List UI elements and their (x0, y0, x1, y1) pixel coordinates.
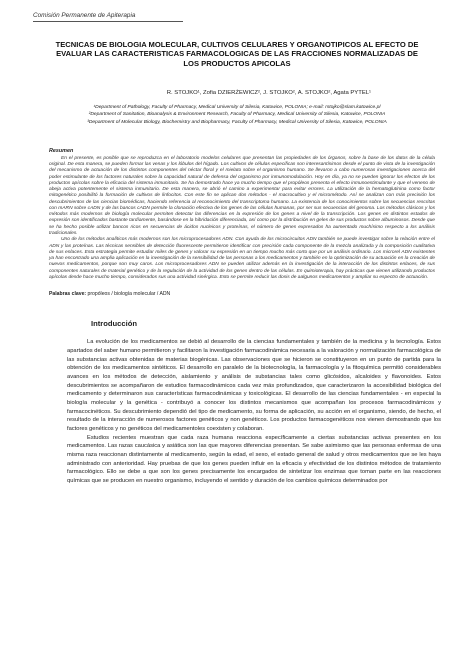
abstract-paragraph: En el presente, es posible que se reproduzca en el laboratorio modelos celulares que presentan las propiedades de los órganos, sobre la base de los datos de la célula original. De esta manera, se pueden formar las venas y los lóbulos del hígado. Los cultivos de células especificas son interesantísimos desde el punto de vista de la investigación del mecanismo de actuación de los distintos componentes del néctar floral y el mielato sobre el organismo humano. Se llevaron a cabo numerosas investigaciones acerca del poder estimulante de los factores naturales sobre la capacidad natural de defensa del organismo por inmunomodulación. Hoy en día, ya no se pueden ignorar los efectos de los productos apícolas sobre la eficacia del sistema inmunitario. Se ha demostrado hace ya mucho tiempo que el propóleos presenta el efecto inmunoestimulante y que el veneno de abeja activa potentemente el sistema inmunitario. De esta manera, se abrió el camino a experimentar para evitar errores. La utilización de la hematoglutinina como factor mitogenético posibilitó la formación de cultivos de linfocitos. Con este fin se aplican dos métodos - el macrocultivo y el micrométodo. Así se analizan con más precisión los descubrimientos de las ciencias biomédicas, haciendo referencia al reconocimiento del transcriptoma humano. La existencia de los conocimientos sobre las secuencias rescritas con mARN sobre cADN y de las bancos cADN permite la clonación efectiva de los genes de las células humanas, por ser sus secuencias del genoma. Los métodos clásicos y los métodos más modernos de biología molecular permiten detectar las diferencias en la expresión de los genes a nivel de la transcripción. Los genes en distintos estados de expresión son identificados bastante tardíamente, basándose en la hibridación diferenciada, así como por la distribución en geles de sus productos sobre albuminosos. Desde que se ha hecho posible utilizar bancos ricos en secuencias de ácidos nucleicos y proteínas, el número de genes expresados ha aumentado muchísimo respecto a los análisis tradicionales. (49, 155, 435, 237)
abstract (49, 156, 435, 281)
abstract-paragraph: Uno de los métodos analíticos más modernos son los microprocesadores ADN. Con ayuda de los microcircuitos ADN también se puede investigar sobre la relación entre el ADN y las proteínas. Las técnicas sensibles de detección fluorescente permitieron identificar con precisión cada componente de la mezcla analizada y la composición cualitativa de sus enlaces. Esta estrategia permite estudiar miles de genes y valorar su expresión en un tiempo mucho más corto que por un análisis ordinario. Los microrel ADN existentes ya han encontrado una amplia aplicación en la investigación de la sensibilidad de las personas a los medicamentos y también en la optimización de su actuación en la creación de nuevos medicamentos, porque son muy caros. Los microprocesadores ADN se pueden utilizar además en la investigación de la interacción de los distintos enlaces, de sus componentes naturales de material genético y de la regulación de la actividad de los genes dentro de las células. En quimioterapia, hay prácticas que vienen utilizando productos apícolas desde hace mucho tiempo, considerados sus una actividad sinérgica. Esto se permite reducir las dosis de aalgunos medicamentos y ampliar su espectro de actuación. (49, 237, 435, 280)
affiliation: ¹Department of Pathology, Faculty of Pharmacy, Medical University of Silesia, Katowice, POLONIA; e-mail: rstojko@slam.katowice.pl (93, 105, 381, 111)
title-line: EVALUAR LAS CARACTERISTICAS FARMACOLOGICAS DE LAS FRACCIONES NORMALIZADAS DE (56, 49, 418, 59)
affiliations (33, 104, 441, 126)
title-line: LOS PRODUCTOS APICOLAS (183, 58, 291, 68)
title-line: TECNICAS DE BIOLOGIA MOLECULAR, CULTIVOS CELULARES Y ORGANOTIPICOS AL EFECTO DE (55, 40, 419, 49)
paper-title (33, 40, 441, 68)
running-head: Comisión Permanente de Apiterapia (33, 12, 183, 22)
affiliation: ³Department of Molecular Biology, Biochemistry and Biopharmacy, Faculty of Pharmacy, Medical University of Silesia, Katowice, POLONIA (87, 119, 387, 125)
keywords-label: Palabras clave: (49, 291, 87, 298)
body-paragraph: Estudios recientes muestran que cada raza humana reacciona específicamente a ciertas substancias activas presentes en los medicamentos. Las razas caucásica y asiática son las que mayores diferencias presentan. Se sabe asimismo que las personas enfermas de una misma raza reaccionan distintamente al medicamento, según la edad, el sexo, el estado general de salud y otros medicamentos que se les haya administrado con anterioridad. Hay pruebas de que los genes pueden influir en la eficacia y efectividad de los distintos métodos de tratamiento farmacológico. Ello se debe a que son los genes precisamente los encargados de sintetizar los enzimas que toman parte en las reacciones químicas que se producen en nuestro organismo, incluyendo el sentido y duración de los cambios químicos determinados por (67, 434, 441, 485)
body-paragraph: La evolución de los medicamentos se debió al desarrollo de la ciencias fundamentales y también de la medicina y la tecnología. Estos apartados del saber humano permitieron y facilitaron la investigación farmacodinámica necesaria a la valoración y normalización farmacológica de las substancias activas obtenidas de materias biogénicas. Las observaciones que se hicieron se constituyeron en un punto de partida para la obtención de los medicamentos sintéticos. El desarrollo en paralelo de la biotecnología, la farmacología y la fitoquímica permitió considerables avances en los métodos de detección, aislamiento y análisis de substancias tales como glicósidos, alcaloides y flavonoides. Estos descubrimientos se acompañaron de estudios farmacodinámicos cada vez más profundizados, que caracterizaron la accesibilidad biológica del medicamento y determinaron sus características farmacodinámicas y toxicológicas. El desarrollo de las ciencias fundamentales - en especial la biología molecular y la genética - contribuyó a conocer los distintos mecanismos que acompañan los procesos farmacodinámicos y farmacocinéticos. Su descubrimiento dependió del tipo de medicamento, su forma de aplicación, su acción en el organismo, siendo, de hecho, el resultado de la interacción de numerosos factores genéticos y non genéticos. Los productos farmacogenéticos nos vienen demostrando que los factores genéticos y no genéticos del medicamentoles coexisten y colaboran. (67, 339, 441, 433)
author-list: R. STOJKO¹, Zofia DZIERŻEWICZ², J. STOJKO², A. STOJKO², Agata PYTEL¹ (166, 90, 371, 97)
body-text (67, 338, 441, 486)
affiliation: ²Department of Sanitation, Bioanalysis & Environment Research, Faculty of Pharmacy, Medical University of Silesia, Katowice, POLONIA (88, 112, 386, 118)
keywords (49, 291, 441, 297)
keywords-value: propóleos / biología molecular / ADN (87, 291, 171, 298)
section-heading: Introducción (91, 319, 137, 329)
abstract-heading: Resumen (49, 147, 74, 154)
